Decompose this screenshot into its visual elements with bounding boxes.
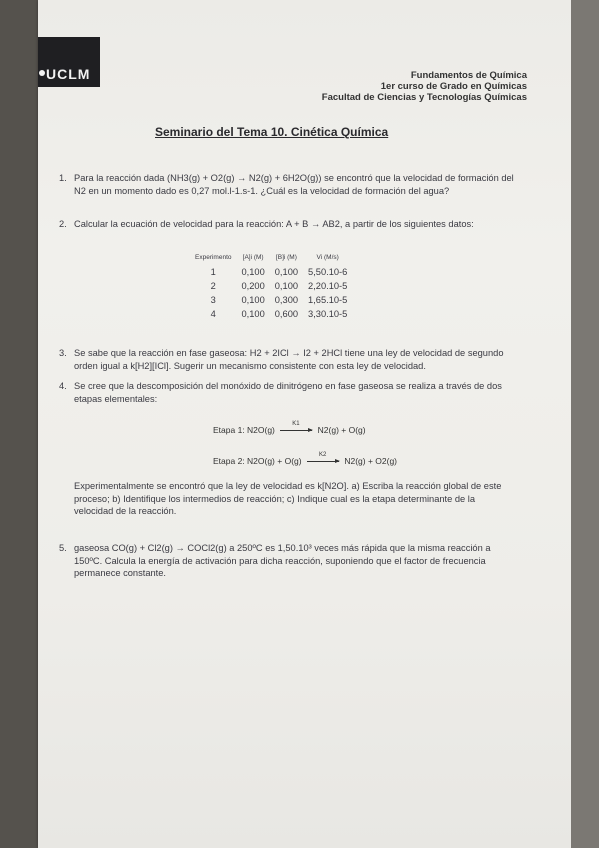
step-1-reactants: Etapa 1: N2O(g) (213, 425, 275, 435)
table-cell: 4 (210, 309, 216, 319)
table-cell: 3 (210, 295, 216, 305)
background-right (571, 0, 599, 848)
table-header: [A]i (M) (242, 254, 264, 261)
rate-constant-1: K1 (292, 421, 300, 428)
table-row (190, 279, 352, 293)
header-faculty: Facultad de Ciencias y Tecnologías Químicas (321, 92, 527, 103)
question-text: Experimentalmente se encontró que la ley de velocidad es k[N2O]. a) Escriba la reacción global de este proceso; b) Identifique los intermedios de reacción; c) Indique cual es la etapa determinante de la velocidad de la reacción. (74, 481, 502, 516)
table-cell: 0,100 (241, 267, 265, 277)
question-number: 1. (59, 173, 67, 183)
table-cell: 2 (210, 281, 216, 291)
table-cell: 3,30.10-5 (308, 309, 348, 319)
table-cell: 0,200 (241, 281, 265, 291)
question-text: Para la reacción dada (NH3(g) + O2(g) → N2(g) + 6H2O(g)) se encontró que la velocidad de formación del N2 en un momento dado es 0,27 mol.l-1.s-1. ¿Cuál es la velocidad de formación del agua? (74, 173, 514, 196)
table-header: [B]i (M) (275, 254, 297, 261)
step-2-products: N2(g) + O2(g) (344, 456, 397, 466)
table-cell: 0,100 (274, 267, 299, 277)
question-number: 4. (59, 381, 67, 391)
logo-text: UCLM (46, 66, 91, 82)
step-1-products: N2(g) + O(g) (317, 425, 366, 435)
arrow-right-icon (280, 421, 312, 431)
header-course: Fundamentos de Química (410, 70, 527, 81)
question-text: gaseosa CO(g) + Cl2(g) → COCl2(g) a 250ºC es 1,50.10³ veces más rápida que la misma reacción a 150ºC. Calcula la energía de activación para dicha reacción, suponiendo que el factor de frecuencia permanece constante. (74, 543, 491, 578)
header-degree: 1er curso de Grado en Químicas (380, 81, 527, 92)
table-cell: 5,50.10-6 (308, 267, 348, 277)
question-text: Se cree que la descomposición del monóxido de dinitrógeno en fase gaseosa se realiza a través de dos etapas elementales: (74, 381, 502, 404)
background-left (0, 0, 40, 848)
document-header (322, 70, 527, 103)
table-cell: 0,100 (241, 295, 265, 305)
page-title: Seminario del Tema 10. Cinética Química (155, 125, 389, 139)
rate-constant-2: K2 (318, 452, 327, 459)
question-number: 3. (59, 348, 67, 358)
table-cell: 1,65.10-5 (308, 295, 348, 305)
table-cell: 0,100 (274, 281, 299, 291)
table-row (190, 265, 352, 279)
table-cell: 0,300 (274, 295, 299, 305)
table-row (190, 293, 352, 307)
table-header: Experimento (195, 254, 232, 261)
table-cell: 0,100 (241, 309, 265, 319)
step-2-reactants: Etapa 2: N2O(g) + O(g) (213, 456, 302, 466)
table-cell: 1 (210, 267, 216, 277)
table-row (190, 307, 352, 321)
question-number: 5. (59, 543, 67, 553)
question-text: Se sabe que la reacción en fase gaseosa: H2 + 2ICl → I2 + 2HCl tiene una ley de velocidad de segundo orden igual a k[H2][ICl]. Sugerir un mecanismo consistente con esta ley de velocidad. (74, 348, 504, 371)
logo-mark-icon (39, 70, 45, 76)
reaction-step-2 (213, 452, 397, 466)
reaction-step-1 (213, 421, 366, 435)
experiment-table (190, 254, 352, 321)
table-cell: 0,600 (274, 309, 299, 319)
table-header: Vi (M/s) (316, 254, 339, 261)
question-number: 2. (59, 219, 67, 229)
table-cell: 2,20.10-5 (308, 281, 348, 291)
table-header-row (190, 254, 352, 265)
question-text: Calcular la ecuación de velocidad para la reacción: A + B → AB2, a partir de los siguientes datos: (74, 219, 474, 229)
arrow-right-icon (307, 452, 339, 462)
